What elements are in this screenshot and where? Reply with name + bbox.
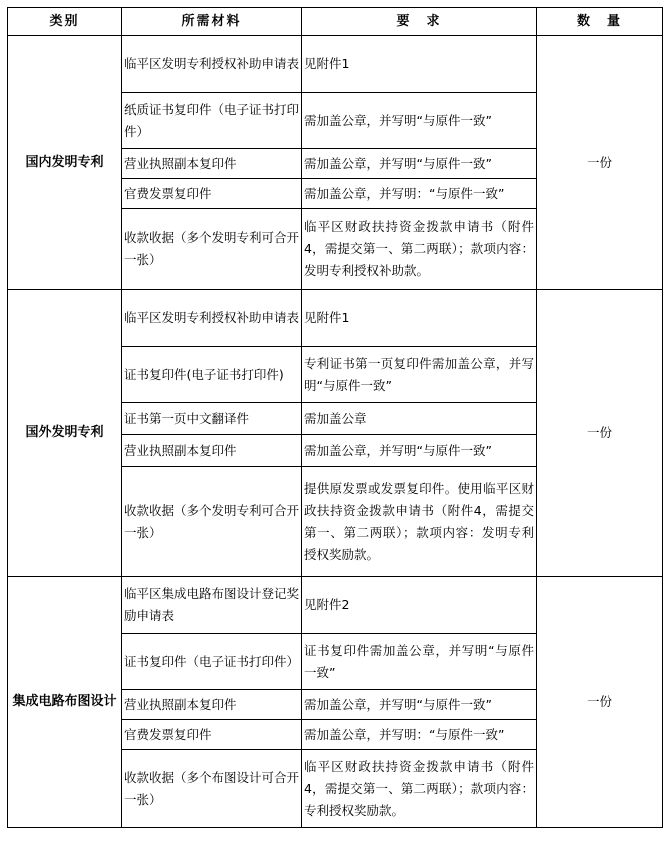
requirement-cell: 专利证书第一页复印件需加盖公章，并写明“与原件一致” bbox=[302, 347, 537, 403]
material-cell: 营业执照副本复印件 bbox=[122, 435, 302, 467]
materials-table bbox=[7, 7, 663, 828]
material-cell: 收款收据（多个布图设计可合开一张） bbox=[122, 750, 302, 828]
material-cell: 营业执照副本复印件 bbox=[122, 690, 302, 720]
material-cell: 证书第一页中文翻译件 bbox=[122, 403, 302, 435]
requirement-cell: 需加盖公章，并写明“与原件一致” bbox=[302, 149, 537, 179]
header-quantity: 数 量 bbox=[537, 8, 663, 36]
requirement-cell: 见附件2 bbox=[302, 577, 537, 634]
material-cell: 证书复印件（电子证书打印件） bbox=[122, 634, 302, 690]
material-cell: 官费发票复印件 bbox=[122, 179, 302, 209]
header-materials: 所需材料 bbox=[122, 8, 302, 36]
requirement-cell: 证书复印件需加盖公章，并写明“与原件一致” bbox=[302, 634, 537, 690]
material-cell: 临平区发明专利授权补助申请表 bbox=[122, 290, 302, 347]
requirement-cell: 临平区财政扶持资金拨款申请书（附件4，需提交第一、第二两联）；款项内容：发明专利授权补助款。 bbox=[302, 209, 537, 290]
requirement-cell: 需加盖公章，并写明“与原件一致” bbox=[302, 435, 537, 467]
material-cell: 收款收据（多个发明专利可合开一张） bbox=[122, 209, 302, 290]
table-row bbox=[8, 36, 663, 93]
requirement-cell: 提供原发票或发票复印件。使用临平区财政扶持资金拨款申请书（附件4，需提交第一、第二两联）；款项内容：发明专利授权奖励款。 bbox=[302, 467, 537, 577]
requirement-cell: 需加盖公章，并写明：“与原件一致” bbox=[302, 720, 537, 750]
material-cell: 临平区发明专利授权补助申请表 bbox=[122, 36, 302, 93]
category-cell: 国外发明专利 bbox=[8, 290, 122, 577]
category-cell: 国内发明专利 bbox=[8, 36, 122, 290]
category-cell: 集成电路布图设计 bbox=[8, 577, 122, 828]
table-body bbox=[8, 36, 663, 828]
requirement-cell: 见附件1 bbox=[302, 290, 537, 347]
header-requirements: 要 求 bbox=[302, 8, 537, 36]
table-row bbox=[8, 577, 663, 634]
requirement-cell: 临平区财政扶持资金拨款申请书（附件4，需提交第一、第二两联）；款项内容：专利授权奖励款。 bbox=[302, 750, 537, 828]
material-cell: 证书复印件(电子证书打印件) bbox=[122, 347, 302, 403]
quantity-cell: 一份 bbox=[537, 577, 663, 828]
requirement-cell: 见附件1 bbox=[302, 36, 537, 93]
material-cell: 官费发票复印件 bbox=[122, 720, 302, 750]
table-row bbox=[8, 290, 663, 347]
material-cell: 临平区集成电路布图设计登记奖励申请表 bbox=[122, 577, 302, 634]
material-cell: 收款收据（多个发明专利可合开一张） bbox=[122, 467, 302, 577]
header-category: 类别 bbox=[8, 8, 122, 36]
requirement-cell: 需加盖公章 bbox=[302, 403, 537, 435]
requirement-cell: 需加盖公章，并写明“与原件一致” bbox=[302, 93, 537, 149]
quantity-cell: 一份 bbox=[537, 290, 663, 577]
requirements-document bbox=[7, 7, 662, 828]
quantity-cell: 一份 bbox=[537, 36, 663, 290]
requirement-cell: 需加盖公章，并写明“与原件一致” bbox=[302, 690, 537, 720]
material-cell: 纸质证书复印件（电子证书打印件） bbox=[122, 93, 302, 149]
header-row bbox=[8, 8, 663, 36]
material-cell: 营业执照副本复印件 bbox=[122, 149, 302, 179]
requirement-cell: 需加盖公章，并写明：“与原件一致” bbox=[302, 179, 537, 209]
